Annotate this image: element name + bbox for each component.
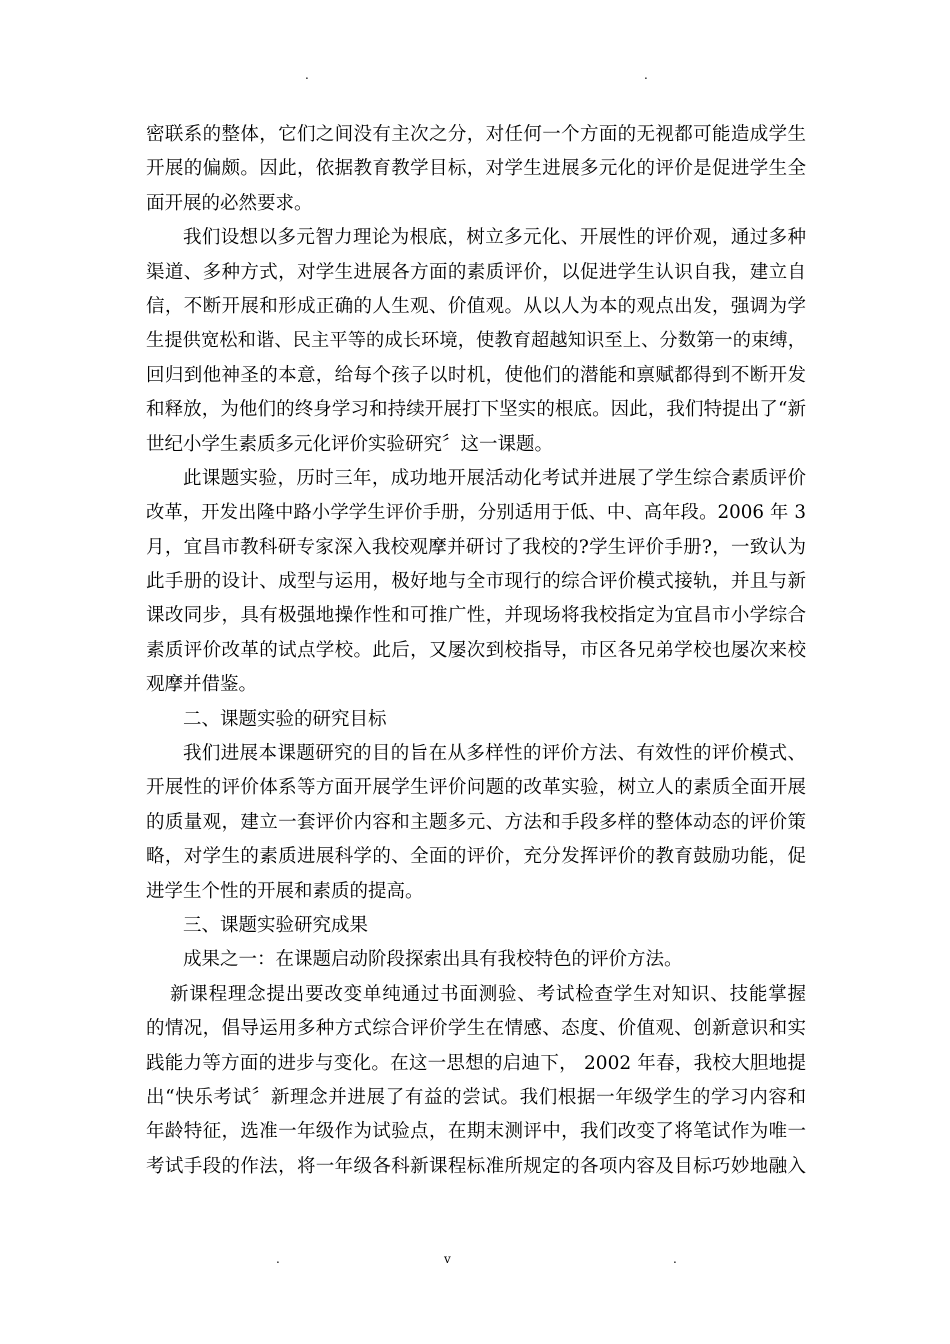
text-line: 此手册的设计、成型与运用，极好地与全市现行的综合评价模式接轨，并且与新 (146, 571, 806, 593)
text-line: 考试手段的作法，将一年级各科新课程标准所规定的各项内容及目标巧妙地融入 (146, 1155, 806, 1177)
text-line: 践能力等方面的进步与变化。在这一思想的启迪下， 2002 年春，我校大胆地提 (146, 1052, 806, 1074)
footer-dot-right: . (673, 1252, 677, 1266)
text-line: 略，对学生的素质进展科学的、全面的评价，充分发挥评价的教育鼓励功能，促 (146, 846, 806, 868)
text-line: 出“快乐考试〞新理念并进展了有益的尝试。我们根据一年级学生的学习内容和 (146, 1086, 806, 1108)
text-line: 和释放，为他们的终身学习和持续开展打下坚实的根底。因此，我们特提出了“新 (146, 399, 806, 421)
section-heading: 三、课题实验研究成果 (183, 914, 369, 936)
text-line: 信，不断开展和形成正确的人生观、价值观。从以人为本的观点出发，强调为学 (146, 295, 806, 317)
text-line: 素质评价改革的试点学校。此后，又屡次到校指导，市区各兄弟学校也屡次来校 (146, 639, 806, 661)
section-heading: 二、课题实验的研究目标 (183, 708, 387, 730)
text-line: 密联系的整体，它们之间没有主次之分，对任何一个方面的无视都可能造成学生 (146, 124, 806, 145)
text-line: 课改同步，具有极强地操作性和可推广性，并现场将我校指定为宜昌市小学综合 (146, 605, 806, 627)
subsection-heading: 成果之一：在课题启动阶段探索出具有我校特色的评价方法。 (183, 949, 683, 971)
text-line: 观摩并借鉴。 (146, 674, 258, 696)
text-line: 面开展的必然要求。 (146, 192, 313, 214)
text-line: 生提供宽松和谐、民主平等的成长环境，使教育超越知识至上、分数第一的束缚， (146, 330, 806, 352)
text-line: 月，宜昌市教科研专家深入我校观摩并研讨了我校的?学生评价手册?，一致认为 (146, 536, 806, 558)
text-line: 开展性的评价体系等方面开展学生评价问题的改革实验，树立人的素质全面开展 (146, 777, 806, 799)
paragraph-start: 我们进展本课题研究的目的旨在从多样性的评价方法、有效性的评价模式、 (183, 743, 806, 765)
footer-dot-left: . (276, 1252, 280, 1266)
text-line: 改革，开发出隆中路小学学生评价手册，分别适用于低、中、高年段。2006 年 3 (146, 502, 806, 524)
text-line: 的质量观，建立一套评价内容和主题多元、方法和手段多样的整体动态的评价策 (146, 811, 806, 833)
text-line: 年龄特征，选准一年级作为试验点，在期末测评中，我们改变了将笔试作为唯一 (146, 1121, 806, 1143)
text-line: 进学生个性的开展和素质的提高。 (146, 880, 424, 902)
document-body (146, 118, 806, 1184)
text-line: 渠道、多种方式，对学生进展各方面的素质评价，以促进学生认识自我，建立自 (146, 261, 806, 283)
paragraph-start: 此课题实验，历时三年，成功地开展活动化考试并进展了学生综合素质评价 (183, 467, 806, 489)
paragraph-start: 新课程理念提出要改变单纯通过书面测验、考试检查学生对知识、技能掌握 (170, 983, 806, 1005)
header-dot-right: . (644, 68, 648, 82)
text-line: 开展的偏颇。因此，依据教育教学目标，对学生进展多元化的评价是促进学生全 (146, 158, 806, 180)
header-dot-left: . (305, 68, 309, 82)
footer-page-mark: v (444, 1252, 451, 1266)
text-line: 世纪小学生素质多元化评价实验研究〞这一课题。 (146, 433, 554, 455)
paragraph-start: 我们设想以多元智力理论为根底，树立多元化、开展性的评价观，通过多种 (183, 227, 806, 249)
text-line: 回归到他神圣的本意，给每个孩子以时机，使他们的潜能和禀赋都得到不断开发 (146, 364, 806, 386)
text-line: 的情况，倡导运用多种方式综合评价学生在情感、态度、价值观、创新意识和实 (146, 1018, 806, 1040)
